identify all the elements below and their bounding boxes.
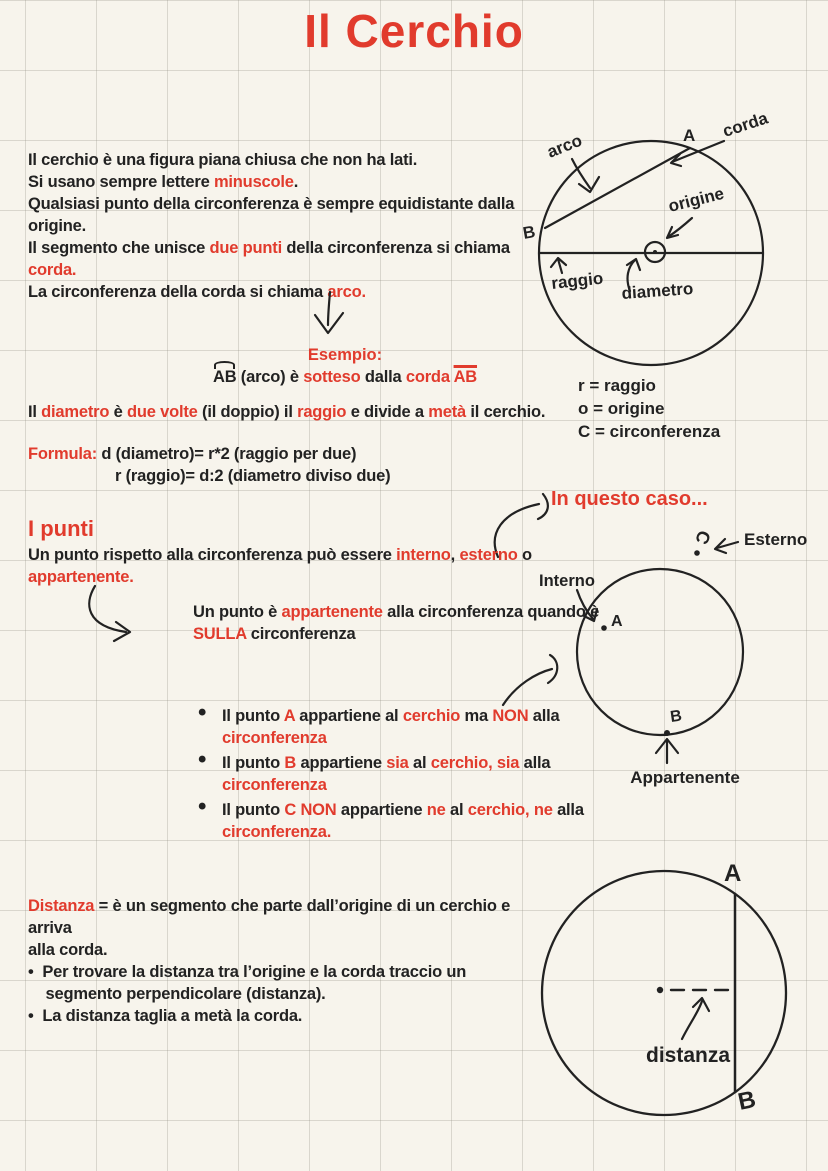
arco-label: arco bbox=[544, 130, 585, 162]
esempio-line: AB (arco) è sotteso dalla corda $\overline{AB}$ bbox=[212, 368, 478, 386]
esempio-block bbox=[205, 346, 485, 388]
point-a-label: A bbox=[611, 613, 623, 630]
hook-arrow-icon bbox=[58, 582, 158, 650]
center-dot bbox=[657, 987, 663, 993]
origine-label: origine bbox=[666, 183, 726, 216]
point-b-dot bbox=[664, 730, 670, 736]
origin-dot bbox=[653, 250, 657, 254]
circle-outline bbox=[577, 569, 743, 735]
distanza-label: distanza bbox=[646, 1044, 731, 1067]
list-item: • Il punto C NON appartiene ne al cerchio, ne alla circonferenza. bbox=[196, 799, 586, 843]
distanza-paragraph: Distanza = è un segmento che parte dall’origine di un cerchio e arriva alla corda. • Per trovare la distanza tra l’origine e la corda traccio un segmento perpendicolare (distanza). • La distanza taglia a metà la corda. bbox=[28, 897, 511, 1025]
formula-line-1: Formula: d (diametro)= r*2 (raggio per due) bbox=[28, 445, 357, 463]
point-b-label: B bbox=[521, 222, 537, 243]
point-a-dot bbox=[601, 625, 607, 631]
distanza-diagram bbox=[525, 855, 805, 1127]
point-a-label: A bbox=[683, 126, 696, 145]
intro-paragraph: Il cerchio è una figura piana chiusa che non ha lati. Si usano sempre lettere minuscole. Qualsiasi punto della circonferenza è sempre equidistante dalla origine. Il segmento che unisce due punti della circonferenza si chiama corda. La circonferenza della corda si chiama arco. bbox=[28, 151, 515, 301]
esterno-label: Esterno bbox=[744, 530, 808, 549]
esempio-heading: Esempio: bbox=[307, 346, 383, 364]
diametro-label: diametro bbox=[620, 279, 694, 303]
circle-anatomy-diagram bbox=[520, 108, 790, 373]
diametro-sentence: Il diametro è due volte (il doppio) il raggio e divide a metà il cerchio. bbox=[28, 403, 546, 421]
page-title: Il Cerchio bbox=[304, 5, 524, 57]
legend-block bbox=[578, 374, 720, 443]
legend-line: o = origine bbox=[578, 399, 665, 418]
formula-block bbox=[28, 443, 390, 487]
appartenente-label: Appartenente bbox=[630, 768, 740, 787]
in-questo-caso-label: In questo caso... bbox=[551, 488, 708, 510]
point-b-label: B bbox=[735, 1085, 759, 1116]
raggio-label: raggio bbox=[550, 268, 605, 293]
interno-label: Interno bbox=[539, 572, 595, 590]
appartenente-note: Un punto è appartenente alla circonferenza quando è SULLA circonferenza bbox=[193, 603, 600, 643]
chord-line bbox=[545, 148, 690, 228]
legend-line: r = raggio bbox=[578, 376, 656, 395]
point-a-label: A bbox=[724, 860, 742, 887]
arrow-down-icon bbox=[298, 289, 362, 351]
circle-outline bbox=[542, 871, 786, 1115]
point-c-label: C bbox=[691, 527, 715, 548]
point-c-dot bbox=[694, 550, 700, 556]
arco-arrowhead-icon bbox=[579, 177, 599, 192]
point-b-label: B bbox=[669, 707, 684, 726]
legend-line: C = circonferenza bbox=[578, 422, 721, 441]
arco-arrow bbox=[572, 159, 590, 188]
list-item: • Il punto B appartiene sia al cerchio, sia alla circonferenza bbox=[196, 752, 586, 796]
corda-label: corda bbox=[720, 108, 771, 141]
origine-arrowhead-icon bbox=[667, 227, 678, 238]
list-item: • Il punto A appartiene al cerchio ma NON alla circonferenza bbox=[196, 705, 586, 749]
punti-paragraph: Un punto rispetto alla circonferenza può essere interno, esterno o appartenente. bbox=[28, 546, 532, 586]
point-position-diagram bbox=[525, 520, 825, 805]
punti-heading: I punti bbox=[28, 516, 94, 541]
formula-line-2: r (raggio)= d:2 (diametro diviso due) bbox=[115, 467, 391, 485]
